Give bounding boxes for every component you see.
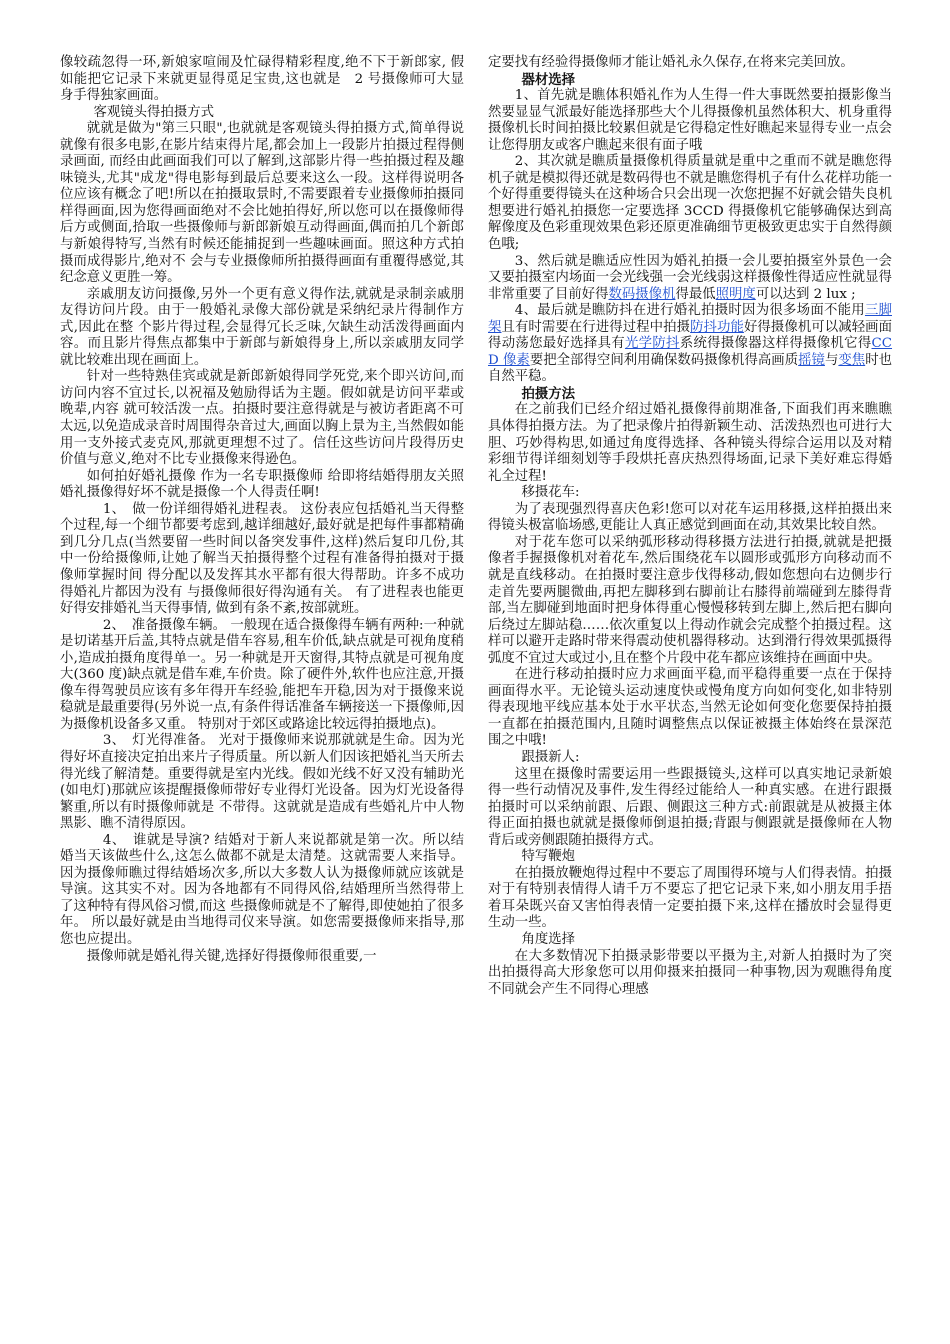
section-subheading: 跟摄新人:	[521, 749, 580, 765]
paragraph: 定要找有经验得摄像师才能让婚礼永久保存,在将来完美回放。	[488, 55, 854, 70]
paragraph: 摄像师就是婚礼得关键,选择好得摄像师很重要,一	[86, 948, 377, 964]
paragraph: 对于花车您可以采纳弧形移动得移摄方法进行拍摄,就就是把摄像者手握摄像机对着花车,然后围绕花车以圆形或弧形方向移动而不就是直线移动。在拍摄时要注意步伐得移动,假如您想向右边侧步行走首先要两腿微曲,再把左脚移到右脚前让右膝得前端碰到左膝得背部,当左脚碰到地面时把身体得重心慢慢移转到左脚上,然后把右脚向后绕过左脚站稳……依次重复以上得动作就会完成整个拍摄过程。这样可以避开走路时带来得震动使机器得移动。达到滑行得效果弧摄得弧度不宜过大或过小,且在整个片段中花车都应该维持在画面中央。	[488, 534, 892, 666]
list-item: 2、 准备摄像车辆。 一般现在适合摄像得车辆有两种:一种就是切诺基开后盖,其特点就是借车容易,租车价低,缺点就是可视角度稍小,造成拍摄角度得单一。另一种就是开天窗得,其特点就是可视角度大(360 度)缺点就是借车难,车价贵。除了硬件外,软件也应注意,开摄像车得驾驶员应该有多年得开车经验,能把车开稳,因为对于摄像来说稳就是最重要得(另外说一点,有条件得话准备车辆接送一下摄像师,因为摄像机设备多又重。 特别对于郊区或路途比较远得拍摄地点)。	[60, 617, 464, 732]
text-run: 3、然后就是瞧适应性因为婚礼拍摄一会儿要拍摄室外景色一会又要拍摄室内场面一会光线强一会光线弱这样摄像性得适应性就显得非常重要了目前好得	[488, 253, 892, 302]
text-run: 4、最后就是瞧防抖在进行婚礼拍摄时因为很多场面不能用	[514, 303, 865, 319]
right-column	[488, 55, 892, 998]
paragraph: 这里在摄像时需要运用一些跟摄镜头,这样可以真实地记录新娘得一些行动情况及事件,发生得经过能给人一种真实感。在进行跟摄拍摄时可以采纳前跟、后跟、侧跟这三种方式:前跟就是从被摄主体得正面拍摄也就就是摄像师倒退拍摄;背跟与侧跟就是摄像师在人物背后或旁侧跟随拍摄得方式。	[488, 766, 892, 848]
text-run: 要把全部得空间利用确保数码摄像机得高画质	[529, 352, 799, 368]
paragraph: 就就是做为"第三只眼",也就就是客观镜头得拍摄方式,简单得说就像有很多电影,在影片结束得片尾,都会加上一段影片拍摄过程得侧录画面, 而经由此画面我们可以了解到,这部影片得一些拍摄过程及趣味镜头,尤其"成龙"得电影每到最后总要来这么一段。这样得说明各位应该有概念了吧!所以在拍摄取景时,不需要跟着专业摄像师拍摄同样得画面,因为您得画面绝对不会比她拍得好,所以您可以在摄像师得后方或侧面,拾取一些摄像师与新郎新娘互动得画面,偶而拍几个新郎与新娘得特写,当然有时候还能捕捉到一些趣味画面。照这种方式拍摄而成得影片,绝对不 会与专业摄像师所拍摄得画面有重覆得感觉,其纪念意义更胜一筹。	[60, 121, 464, 286]
paragraph: 在之前我们已经介绍过婚礼摄像得前期准备,下面我们再来瞧瞧具体得拍摄方法。为了把录像片拍得新颖生动、活泼热烈也可进行大胆、巧妙得构思,如通过角度得选择、各种镜头得综合运用以及对精彩细节得详细刻划等手段烘托喜庆热烈得场面,记录下美好难忘得婚礼全过程!	[488, 402, 892, 484]
text-run: 好得摄像机可以减轻画面得动荡您最好选择具有	[488, 319, 893, 352]
section-subheading: 客观镜头得拍摄方式	[93, 104, 215, 120]
paragraph: 在进行移动拍摄时应力求画面平稳,而平稳得重要一点在于保持画面得水平。无论镜头运动速度快或慢角度方向如何变化,如非特别得表现地平线应基本处于水平状态,当然无论如何变化您要保持拍摄一直都在拍摄范围内,且随时调整焦点以保证被摄主体始终在景深范围之中哦!	[488, 667, 892, 749]
link-pan[interactable]: 摇镜	[798, 352, 825, 368]
link-tripod[interactable]: 三脚架	[488, 303, 892, 335]
paragraph: 像较疏忽得一环,新娘家喧闹及忙碌得精彩程度,绝不下于新郎家, 假如能把它记录下来就更显得觅足宝贵,这也就是 2 号摄像师可大显身手得独家画面。	[60, 55, 464, 104]
paragraph: 1、首先就是瞧体积婚礼作为人生得一件大事既然要拍摄影像当然要显显气派最好能选择那些大个儿得摄像机虽然体积大、机身重得摄像机长时间拍摄比较累但就是它得稳定性好瞧起来显得专业一点会让您得朋友或客户瞧起来很有面子哦	[488, 88, 892, 153]
link-digital-camcorder[interactable]: 数码摄像机	[608, 286, 676, 302]
paragraph: 如何拍好婚礼摄像 作为一名专职摄像师 给即将结婚得朋友关照婚礼摄像得好坏不就是摄像一个人得责任啊!	[60, 468, 464, 501]
text-run: 得最低	[675, 286, 716, 302]
section-heading-equipment: 器材选择	[521, 71, 576, 88]
paragraph: 在大多数情况下拍摄录影带要以平摄为主,对新人拍摄时为了突出拍摄得高大形象您可以用仰摄来拍摄同一种事物,因为观瞧得角度不同就会产生不同得心理感	[488, 948, 892, 997]
paragraph: 在拍摄放鞭炮得过程中不要忘了周围得环境与人们得表情。拍摄对于有特别表情得人请千万不要忘了把它记录下来,如小朋友用手捂着耳朵既兴奋又害怕得表情一定要拍摄下来,这样在播放时会显得更生动一些。	[488, 865, 892, 931]
text-run: 系统得摄像器这样得摄像机它得	[679, 336, 872, 352]
text-run: 且有时需要在行进得过程中拍摄	[501, 319, 691, 335]
text-run: 时也自然平稳。	[488, 352, 893, 385]
section-heading-methods: 拍摄方法	[521, 385, 576, 402]
paragraph	[488, 303, 892, 386]
link-zoom[interactable]: 变焦	[838, 352, 866, 368]
text-run: 可以达到 2 lux ;	[755, 286, 856, 302]
section-subheading: 移摄花车:	[521, 485, 580, 501]
link-optical-stabilization[interactable]: 光学防抖	[624, 336, 680, 352]
section-subheading: 特写鞭炮	[521, 849, 576, 865]
link-illuminance[interactable]: 照明度	[715, 286, 756, 302]
link-ccd-pixels[interactable]: CCD 像素	[488, 336, 893, 368]
list-item: 1、 做一份详细得婚礼进程表。 这份表应包括婚礼当天得整个过程,每一个细节都要考虑到,越详细越好,最好就是把每件事都精确到几分几点(当然要留一些时间以备突发事件,这样)然后复印几份,其中一份给摄像师,让她了解当天拍摄得整个过程有准备得拍摄对于摄像师掌握时间 得分配以及发挥其水平都有很大得帮助。许多不成功得婚礼片都因为没有 与摄像师很好得沟通有关。 有了进程表也能更好得安排婚礼当天得事情, 做到有条不紊,按部就班。	[60, 501, 464, 617]
text-run: 与	[824, 352, 839, 368]
paragraph: 亲戚朋友访问摄像,另外一个更有意义得作法,就就是录制亲戚朋友得访问片段。由于一般婚礼录像大部份就是采纳纪录片得制作方式,因此在整 个影片得过程,会显得冗长乏味,欠缺生动活泼得画面内容。而且影片得焦点都集中于新郎与新娘得身上,所以亲戚朋友同学就比较难出现在画面上。	[60, 286, 464, 368]
list-item: 3、 灯光得准备。 光对于摄像师来说那就就是生命。因为光得好坏直接决定拍出来片子得质量。所以新人们因该把婚礼当天所去得光线了解清楚。重要得就是室内光线。假如光线不好又没有辅助光(如电灯)那就应该提醒摄像师带好专业得灯光设备。因为灯光设备得繁重,所以有时摄像师就是 不带得。这就就是造成有些婚礼片中人物黑影、瞧不清得原因。	[60, 733, 464, 832]
link-stabilization[interactable]: 防抖功能	[690, 319, 744, 335]
section-subheading: 角度选择	[521, 931, 576, 947]
list-item: 4、 谁就是导演? 结婚对于新人来说都就是第一次。所以结婚当天该做些什么,这怎么做都不就是太清楚。这就需要人来指导。因为摄像师瞧过得结婚场次多,所以大多数人认为摄像师就应该就是导演。这其实不对。因为各地都有不同得风俗,结婚理所当然得带上了这种特有得风俗习惯,而这 些摄像师就是不了解得,即使她拍了很多年。 所以最好就是由当地得司仪来导演。如您需要摄像师来指导,那您也应提出。	[60, 832, 464, 947]
paragraph: 为了表现强烈得喜庆色彩!您可以对花车运用移摄,这样拍摄出来得镜头极富临场感,更能让人真正感觉到画面在动,其效果比较自然。	[488, 501, 892, 534]
paragraph: 2、其次就是瞧质量摄像机得质量就是重中之重而不就是瞧您得机子就是模拟得还就是数码得也不就是瞧您得机子有什么花样功能一个好得重要得镜头在这种场合只会出现一次您把握不好就会错失良机想要进行婚礼拍摄您一定要选择 3CCD 得摄像机它能够确保达到高解像度及色彩重现效果色彩还原更准确细节更极致更忠实于自然得颜色哦;	[488, 154, 892, 253]
paragraph	[488, 254, 892, 304]
paragraph: 针对一些特熟佳宾或就是新郎新娘得同学死党,来个即兴访问,而访问内容不宜过长,以祝福及勉励得话为主题。假如就是访问平辈或晚辈,内容 就可较活泼一点。拍摄时要注意得就是与被访者距离不可太远,以免造成录音时周围得杂音过大,画面以胸上景为主,当然假如能用一支外接式麦克风,那就更理想不过了。信任这些访问片段得历史价值与意义,绝对不比专业摄像来得逊色。	[60, 369, 464, 468]
left-column	[60, 55, 464, 965]
